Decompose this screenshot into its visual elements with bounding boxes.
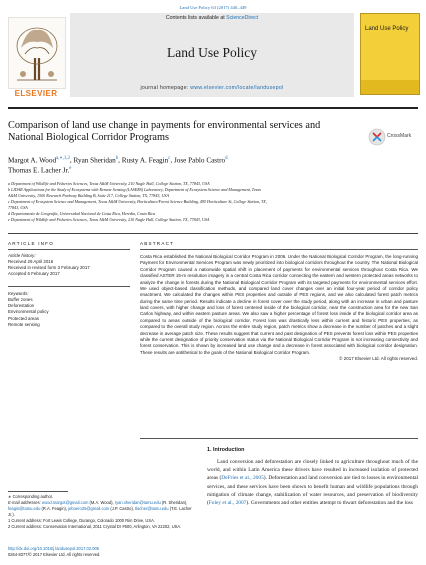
- keyword: Protected areas: [8, 315, 39, 321]
- author-affiliation-marks[interactable]: e: [69, 165, 72, 171]
- keyword: Deforestation: [8, 303, 35, 309]
- authors-line-1: [8, 156, 408, 166]
- keyword: Environmental policy: [8, 309, 49, 315]
- affiliation-line: a Department of Wildlife and Fisheries Sciences, Texas A&M University, 210 Nagle Hall, College Station, TX, 77843, USA: [8, 181, 210, 186]
- abstract-copyright: © 2017 Elsevier Ltd. All rights reserved.: [339, 356, 418, 361]
- abstract-heading: ABSTRACT: [140, 241, 175, 246]
- author-separator: ,: [170, 156, 174, 165]
- journal-title[interactable]: Land Use Policy: [167, 45, 257, 60]
- author-affiliation-marks[interactable]: c: [168, 156, 171, 161]
- author-name[interactable]: Jose Pablo Castro: [173, 156, 226, 165]
- footnote-rule: [8, 491, 68, 492]
- cover-strip: [361, 80, 419, 94]
- doi-block: [8, 546, 198, 558]
- intro-text-part: ). Deforestation and land conversion are tied to losses in environmental services, and these services have been shown to benefit human and wildlife populations through mitigation of climate change, stabilization of water resources, and preservation of biodiversity (: [207, 475, 418, 507]
- author-affiliation-marks[interactable]: b: [115, 156, 119, 161]
- affiliation-line: d Departamento de Geografía, Universidad Nacional de Costa Rica, Heredia, Costa Rica: [8, 210, 156, 216]
- author-affiliation-marks[interactable]: a,∗,1,2: [56, 156, 70, 161]
- intro-text-part: Land conversion and deforestation are closely linked to agriculture throughout much of the world, and within Latin America these drivers have resulted in increased isolation of protected areas (: [207, 459, 418, 482]
- email-link[interactable]: wood.margot@gmail.com: [41, 499, 89, 505]
- email-label: E-mail addresses:: [8, 499, 42, 505]
- abstract-body: [140, 254, 418, 362]
- email-owner: (R. Sheridan),: [160, 499, 188, 505]
- crossmark-button[interactable]: [368, 126, 416, 148]
- author-list: [8, 156, 408, 176]
- journal-cover[interactable]: [360, 13, 420, 95]
- email-link[interactable]: feagin@tamu.edu: [8, 505, 41, 511]
- history-item: Received in revised form 3 February 2017: [8, 265, 90, 271]
- email-owner: (R.A. Feagin),: [40, 505, 68, 511]
- header-rule: [8, 107, 418, 109]
- section-rule: [8, 233, 418, 234]
- footnotes: [8, 494, 198, 530]
- abstract-rule: [140, 249, 418, 250]
- authors-line-2: [8, 166, 408, 176]
- affiliation-line: 77843, USA: [8, 204, 28, 210]
- history-item: Received 29 April 2016: [8, 259, 54, 265]
- author-name[interactable]: Rusty A. Feagin: [121, 156, 169, 165]
- intro-text-part: ). Governments and other entities attempt to thwart deforestation and the loss: [246, 500, 413, 507]
- keywords-label: Keywords:: [8, 291, 29, 296]
- author-name[interactable]: Margot A. Wood: [8, 156, 57, 165]
- publisher-name: ELSEVIER: [14, 89, 58, 98]
- homepage-link[interactable]: www.elsevier.com/locate/landusepol: [190, 85, 284, 91]
- contents-prefix: Contents lists available at: [165, 15, 227, 21]
- doi-link[interactable]: http://dx.doi.org/10.1016/j.landusepol.2017.02.005: [8, 546, 100, 551]
- affiliation-line: c Department of Ecosystem Science and Management, Texas A&M University, Horticulture/Forest Science Building, 495 Horticulture St, College Station, TX,: [8, 198, 267, 204]
- email-link[interactable]: ryan.sheridan@tamu.edu: [114, 499, 161, 505]
- corresponding-note: ∗ Corresponding author.: [8, 494, 54, 499]
- address-note: 1 Current address: Fort Lewis College, Durango, Colorado 1000 Rim Drive, USA.: [8, 517, 155, 523]
- author-separator: ,: [118, 156, 122, 165]
- cover-title: Land Use Policy: [365, 26, 409, 32]
- article-history: [8, 253, 130, 278]
- affiliation-line: b LIDAR Applications for the Study of Ecosystems with Remote Sensing (LASERS) Laboratory, Department of Ecosystem Science and Management, Texas: [8, 186, 261, 192]
- article-title: Comparison of land use change in payments for environmental services and National Biological Corridor Programs: [8, 120, 321, 144]
- history-label: Article history:: [8, 253, 36, 258]
- author-separator: ,: [69, 156, 74, 165]
- keyword: Buffer zones: [8, 297, 33, 303]
- affiliations: [8, 181, 418, 222]
- elsevier-tree-logo[interactable]: [8, 17, 66, 89]
- author-affiliation-marks[interactable]: d: [225, 156, 228, 161]
- abstract-end-rule: [140, 438, 418, 439]
- email-link[interactable]: jeboero25@gmail.com: [68, 505, 110, 511]
- affiliation-line: e Department of Wildlife and Fisheries Sciences, Texas A&M University, 210 Nagle Hall, College Station, TX, 77843, USA: [8, 216, 210, 222]
- abstract-paragraph: Costa Rica established the National Biological Corridor Program in 2006. Under the National Biological Corridor Program, the long-running Payment for Environmental Services Program was newly prioritized into biological corridors throughout the country. The National Biological Corridor Program caused a nationwide spatial shift in placement of payments for environmental services throughout Costa Rica. We classified ASTER 15-m resolution imagery in a central Costa Rica corridor connecting the eastern and western protected areas networks to analyze the change in forests during the National Biological Corridor Program with its targeted payments for environmental services effort. We used object-based classification methods, and compared land cover changes over an initial four-year period of corridor policy enactment. We calculated the changes within PES properties and outside of PES regions, and we also calculated forest patch metrics during the same time period. Results indicate a decline in forest cover over the study period, along with an increase in urban and pasture land covers, with higher change and loss of forest centered inside of the biological corridor, near the construction area for the new San Carlos highway, and within eastern pasture areas. We also saw a higher percentage of forest loss inside of the biological corridor area as compared to areas outside of the biological corridor. Forest loss was drastically less within current and historic PES properties, as compared to the overall study region. Across the entire study region, patch metrics show a decrease in the number of patches and a slight decrease in average patch size. These results suggest that current and past designation of PES prevents forest loss within PES properties while the current designation of priority conservation status via the National Biological Corridor Program is not increasing connectivity and forest conservation. This is shown by increased land use change and a decrease in forest associated with biological corridor designation. These results are antithetical to the goals of the National Biological Corridor Program.: [140, 254, 418, 355]
- keyword: Remote sensing: [8, 321, 40, 327]
- journal-reference[interactable]: Land Use Policy 63 (2017) 440–449: [179, 5, 247, 10]
- author-name[interactable]: Ryan Sheridan: [73, 156, 116, 165]
- citation-link[interactable]: Foley et al., 2007: [208, 500, 247, 507]
- email-link[interactable]: tlacher@tamu.edu: [135, 505, 169, 511]
- address-note: 2 Current address: Conservation International, 2011 Crystal Dr #500, Arlington, VA 22202, USA.: [8, 523, 182, 529]
- journal-banner: [8, 13, 418, 97]
- article-info-heading: ARTICLE INFO: [8, 241, 54, 246]
- email-addresses: [8, 500, 198, 518]
- author-name[interactable]: Thomas E. Lacher Jr.: [8, 166, 70, 175]
- email-owner: (J.P. Castro),: [109, 505, 136, 511]
- introduction-heading: 1. Introduction: [207, 447, 245, 453]
- homepage-prefix: journal homepage:: [140, 85, 191, 91]
- issn-line: 0264-8377/© 2017 Elsevier Ltd. All rights reserved.: [8, 551, 101, 557]
- article-info-rule: [8, 249, 130, 250]
- citation-link[interactable]: DeFries et al., 2005: [221, 475, 264, 482]
- history-item: Accepted 6 February 2017: [8, 271, 60, 277]
- introduction-paragraph: [207, 458, 418, 507]
- keywords-rule: [8, 286, 130, 287]
- affiliation-line: A&M University, 1500 Research Parkway Building B, Suite 217, College Station, TX, 77843, USA: [8, 192, 169, 198]
- banner-center: [70, 13, 354, 97]
- homepage-line: [70, 85, 354, 91]
- crossmark-label: CrossMark: [387, 133, 412, 139]
- contents-line: [70, 15, 354, 21]
- keywords: [8, 291, 130, 328]
- email-owner: (T.E. Lacher Jr.).: [8, 505, 192, 517]
- sciencedirect-link[interactable]: ScienceDirect: [226, 15, 259, 21]
- email-owner: (M.A. Wood),: [88, 499, 114, 505]
